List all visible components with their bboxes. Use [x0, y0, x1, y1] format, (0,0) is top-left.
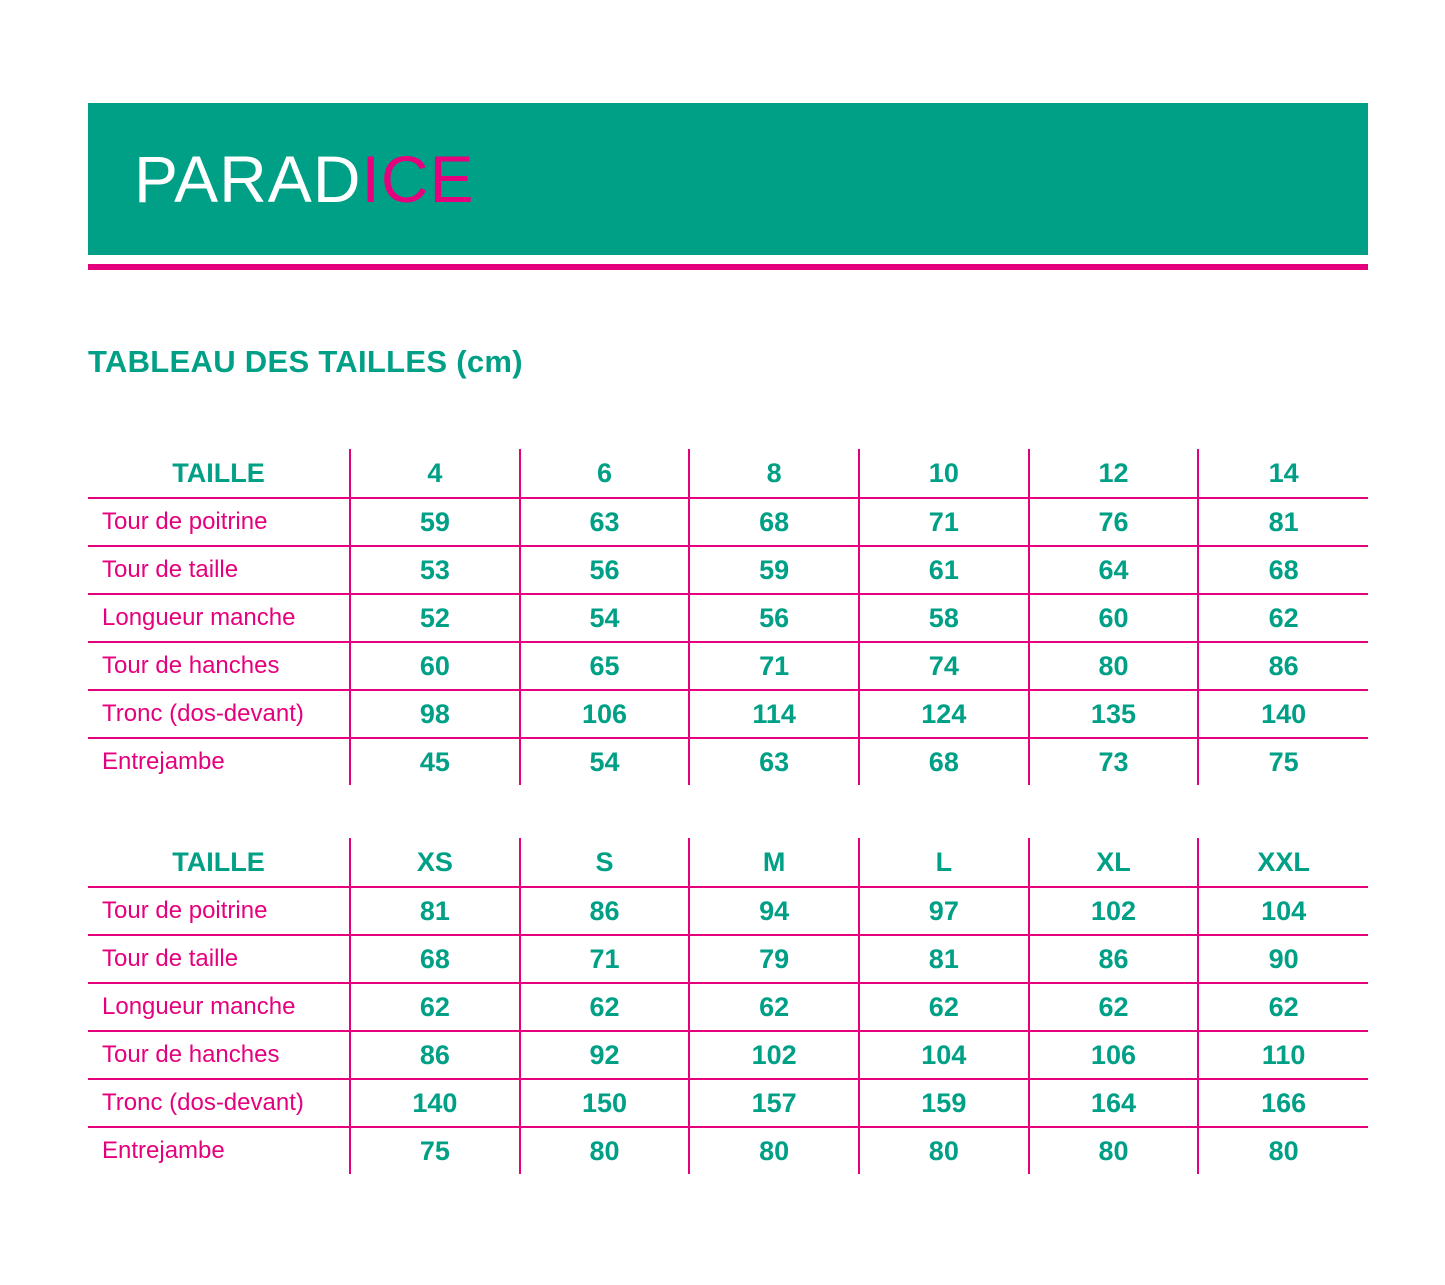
row-label: Tour de taille [88, 546, 350, 594]
table-cell: 106 [1029, 1031, 1199, 1079]
table-cell: 92 [520, 1031, 690, 1079]
table-cell: 62 [689, 983, 859, 1031]
table-row [88, 887, 1368, 935]
table-row [88, 935, 1368, 983]
row-label: Longueur manche [88, 594, 350, 642]
table-row [88, 1079, 1368, 1127]
table-header [88, 838, 1368, 887]
row-label: Entrejambe [88, 738, 350, 785]
table-cell: 62 [1029, 983, 1199, 1031]
table-cell: 59 [350, 498, 520, 546]
table-cell: 62 [859, 983, 1029, 1031]
table-cell: 68 [859, 738, 1029, 785]
table-cell: 97 [859, 887, 1029, 935]
table-cell: 157 [689, 1079, 859, 1127]
table-cell: 62 [520, 983, 690, 1031]
table-cell: 74 [859, 642, 1029, 690]
table-header-row [88, 838, 1368, 887]
brand-banner [88, 103, 1368, 255]
table-cell: 59 [689, 546, 859, 594]
table-cell: 45 [350, 738, 520, 785]
table-cell: 80 [1198, 1127, 1368, 1174]
table-cell: 58 [859, 594, 1029, 642]
table-header [88, 449, 1368, 498]
table-cell: 140 [350, 1079, 520, 1127]
table-cell: 80 [1029, 1127, 1199, 1174]
table-cell: 90 [1198, 935, 1368, 983]
table-row [88, 690, 1368, 738]
table-cell: 98 [350, 690, 520, 738]
table-row [88, 642, 1368, 690]
table-cell: 62 [1198, 983, 1368, 1031]
table-cell: 68 [1198, 546, 1368, 594]
table-row [88, 738, 1368, 785]
row-label: Tour de hanches [88, 1031, 350, 1079]
table-cell: 53 [350, 546, 520, 594]
table-cell: 86 [1198, 642, 1368, 690]
row-label: Longueur manche [88, 983, 350, 1031]
table-cell: 104 [1198, 887, 1368, 935]
column-header-size: 14 [1198, 449, 1368, 498]
row-label: Entrejambe [88, 1127, 350, 1174]
table-cell: 135 [1029, 690, 1199, 738]
table-cell: 114 [689, 690, 859, 738]
row-label: Tour de poitrine [88, 498, 350, 546]
table-cell: 62 [1198, 594, 1368, 642]
table-cell: 75 [350, 1127, 520, 1174]
table-cell: 76 [1029, 498, 1199, 546]
table-cell: 94 [689, 887, 859, 935]
table-cell: 65 [520, 642, 690, 690]
table-cell: 86 [1029, 935, 1199, 983]
column-header-size: 8 [689, 449, 859, 498]
table-header-row [88, 449, 1368, 498]
table-cell: 68 [350, 935, 520, 983]
table-cell: 80 [859, 1127, 1029, 1174]
row-label: Tronc (dos-devant) [88, 690, 350, 738]
column-header-size: 6 [520, 449, 690, 498]
table-cell: 52 [350, 594, 520, 642]
table-cell: 110 [1198, 1031, 1368, 1079]
table-body [88, 887, 1368, 1174]
table-row [88, 1031, 1368, 1079]
table-cell: 86 [350, 1031, 520, 1079]
brand-logo-part2: ICE [361, 142, 475, 216]
table-cell: 104 [859, 1031, 1029, 1079]
table-body [88, 498, 1368, 785]
size-table-numeric [88, 449, 1368, 785]
table-cell: 81 [350, 887, 520, 935]
table-cell: 102 [1029, 887, 1199, 935]
column-header-size: 12 [1029, 449, 1199, 498]
column-header-size: S [520, 838, 690, 887]
table-cell: 102 [689, 1031, 859, 1079]
row-label: Tour de taille [88, 935, 350, 983]
brand-logo-part1: PARAD [134, 142, 362, 216]
table-cell: 60 [350, 642, 520, 690]
table-cell: 54 [520, 738, 690, 785]
column-header-size: L [859, 838, 1029, 887]
table-cell: 140 [1198, 690, 1368, 738]
table-cell: 73 [1029, 738, 1199, 785]
table-cell: 81 [859, 935, 1029, 983]
table-cell: 79 [689, 935, 859, 983]
table-cell: 56 [689, 594, 859, 642]
table-cell: 71 [689, 642, 859, 690]
table-cell: 86 [520, 887, 690, 935]
table-cell: 61 [859, 546, 1029, 594]
table-cell: 80 [1029, 642, 1199, 690]
column-header-size: M [689, 838, 859, 887]
table-cell: 60 [1029, 594, 1199, 642]
table-row [88, 546, 1368, 594]
table-cell: 166 [1198, 1079, 1368, 1127]
column-header-size: 4 [350, 449, 520, 498]
table-cell: 71 [520, 935, 690, 983]
banner-underline-divider [88, 264, 1368, 270]
table-cell: 124 [859, 690, 1029, 738]
column-header-size: XL [1029, 838, 1199, 887]
table-row [88, 594, 1368, 642]
column-header-size: XXL [1198, 838, 1368, 887]
table-cell: 75 [1198, 738, 1368, 785]
table-cell: 106 [520, 690, 690, 738]
table-cell: 64 [1029, 546, 1199, 594]
table-cell: 80 [689, 1127, 859, 1174]
table-cell: 54 [520, 594, 690, 642]
column-header-taille: TAILLE [88, 838, 350, 887]
table-cell: 63 [520, 498, 690, 546]
table-row [88, 1127, 1368, 1174]
table-cell: 63 [689, 738, 859, 785]
row-label: Tronc (dos-devant) [88, 1079, 350, 1127]
table-row [88, 983, 1368, 1031]
row-label: Tour de hanches [88, 642, 350, 690]
table-cell: 81 [1198, 498, 1368, 546]
column-header-size: 10 [859, 449, 1029, 498]
table-cell: 164 [1029, 1079, 1199, 1127]
page-title: TABLEAU DES TAILLES (cm) [88, 344, 523, 379]
size-table-letter [88, 838, 1368, 1174]
table-cell: 68 [689, 498, 859, 546]
table-cell: 56 [520, 546, 690, 594]
brand-logo [134, 142, 475, 216]
table-cell: 159 [859, 1079, 1029, 1127]
column-header-size: XS [350, 838, 520, 887]
row-label: Tour de poitrine [88, 887, 350, 935]
column-header-taille: TAILLE [88, 449, 350, 498]
table-row [88, 498, 1368, 546]
table-cell: 62 [350, 983, 520, 1031]
table-cell: 80 [520, 1127, 690, 1174]
table-cell: 71 [859, 498, 1029, 546]
table-cell: 150 [520, 1079, 690, 1127]
